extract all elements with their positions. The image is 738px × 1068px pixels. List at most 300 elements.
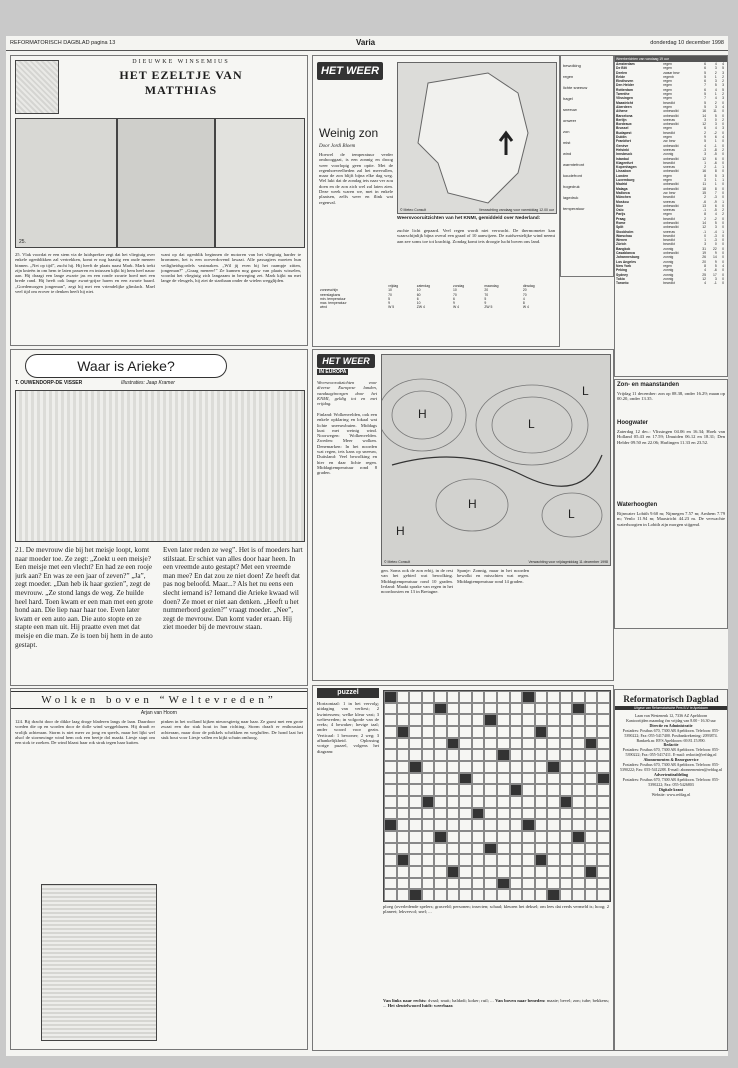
puzzle-cell[interactable] (472, 796, 485, 808)
puzzle-cell[interactable] (597, 761, 610, 773)
puzzle-cell[interactable] (459, 749, 472, 761)
puzzle-cell[interactable] (510, 691, 523, 703)
puzzle-cell[interactable] (384, 691, 397, 703)
puzzle-cell[interactable] (409, 691, 422, 703)
puzzle-cell[interactable] (384, 714, 397, 726)
puzzle-cell[interactable] (497, 808, 510, 820)
puzzle-cell[interactable] (422, 819, 435, 831)
puzzle-cell[interactable] (522, 889, 535, 901)
puzzle-cell[interactable] (384, 854, 397, 866)
puzzle-cell[interactable] (434, 819, 447, 831)
puzzle-cell[interactable] (560, 796, 573, 808)
puzzle-cell[interactable] (447, 703, 460, 715)
puzzle-cell[interactable] (510, 819, 523, 831)
puzzle-cell[interactable] (447, 866, 460, 878)
puzzle-cell[interactable] (472, 843, 485, 855)
puzzle-cell[interactable] (510, 703, 523, 715)
puzzle-cell[interactable] (572, 843, 585, 855)
puzzle-cell[interactable] (510, 889, 523, 901)
puzzle-cell[interactable] (434, 691, 447, 703)
puzzle-cell[interactable] (384, 878, 397, 890)
puzzle-cell[interactable] (572, 808, 585, 820)
puzzle-cell[interactable] (547, 784, 560, 796)
puzzle-cell[interactable] (597, 889, 610, 901)
puzzle-cell[interactable] (572, 819, 585, 831)
puzzle-cell[interactable] (585, 866, 598, 878)
puzzle-cell[interactable] (409, 854, 422, 866)
puzzle-cell[interactable] (422, 784, 435, 796)
puzzle-cell[interactable] (560, 808, 573, 820)
puzzle-cell[interactable] (597, 866, 610, 878)
puzzle-cell[interactable] (535, 796, 548, 808)
puzzle-cell[interactable] (535, 761, 548, 773)
puzzle-cell[interactable] (397, 784, 410, 796)
puzzle-cell[interactable] (472, 773, 485, 785)
puzzle-cell[interactable] (384, 889, 397, 901)
puzzle-cell[interactable] (459, 878, 472, 890)
puzzle-cell[interactable] (384, 784, 397, 796)
puzzle-cell[interactable] (422, 889, 435, 901)
puzzle-cell[interactable] (422, 761, 435, 773)
puzzle-cell[interactable] (572, 854, 585, 866)
puzzle-cell[interactable] (522, 761, 535, 773)
puzzle-cell[interactable] (497, 749, 510, 761)
puzzle-cell[interactable] (560, 878, 573, 890)
puzzle-cell[interactable] (409, 889, 422, 901)
puzzle-cell[interactable] (597, 714, 610, 726)
puzzle-cell[interactable] (585, 796, 598, 808)
puzzle-cell[interactable] (447, 773, 460, 785)
puzzle-cell[interactable] (447, 843, 460, 855)
puzzle-cell[interactable] (535, 819, 548, 831)
puzzle-cell[interactable] (522, 738, 535, 750)
puzzle-grid[interactable] (383, 690, 611, 902)
puzzle-cell[interactable] (397, 819, 410, 831)
puzzle-cell[interactable] (535, 773, 548, 785)
puzzle-cell[interactable] (522, 878, 535, 890)
puzzle-cell[interactable] (409, 796, 422, 808)
puzzle-cell[interactable] (384, 831, 397, 843)
puzzle-cell[interactable] (510, 866, 523, 878)
puzzle-cell[interactable] (510, 796, 523, 808)
puzzle-cell[interactable] (510, 784, 523, 796)
puzzle-cell[interactable] (397, 889, 410, 901)
puzzle-cell[interactable] (434, 796, 447, 808)
puzzle-cell[interactable] (510, 714, 523, 726)
puzzle-cell[interactable] (447, 854, 460, 866)
puzzle-cell[interactable] (472, 889, 485, 901)
puzzle-cell[interactable] (522, 796, 535, 808)
puzzle-cell[interactable] (434, 714, 447, 726)
puzzle-cell[interactable] (547, 761, 560, 773)
puzzle-cell[interactable] (484, 773, 497, 785)
puzzle-cell[interactable] (484, 761, 497, 773)
puzzle-cell[interactable] (597, 691, 610, 703)
puzzle-cell[interactable] (472, 831, 485, 843)
puzzle-cell[interactable] (585, 808, 598, 820)
puzzle-cell[interactable] (572, 691, 585, 703)
puzzle-cell[interactable] (535, 738, 548, 750)
puzzle-cell[interactable] (497, 726, 510, 738)
puzzle-cell[interactable] (522, 714, 535, 726)
puzzle-cell[interactable] (535, 808, 548, 820)
puzzle-cell[interactable] (484, 878, 497, 890)
puzzle-cell[interactable] (447, 691, 460, 703)
puzzle-cell[interactable] (434, 761, 447, 773)
puzzle-cell[interactable] (560, 749, 573, 761)
puzzle-cell[interactable] (597, 749, 610, 761)
puzzle-cell[interactable] (585, 738, 598, 750)
puzzle-cell[interactable] (384, 866, 397, 878)
puzzle-cell[interactable] (459, 843, 472, 855)
puzzle-cell[interactable] (447, 761, 460, 773)
puzzle-cell[interactable] (522, 749, 535, 761)
puzzle-cell[interactable] (547, 866, 560, 878)
puzzle-cell[interactable] (484, 738, 497, 750)
puzzle-cell[interactable] (597, 819, 610, 831)
puzzle-cell[interactable] (397, 878, 410, 890)
puzzle-cell[interactable] (510, 831, 523, 843)
puzzle-cell[interactable] (522, 691, 535, 703)
puzzle-cell[interactable] (447, 889, 460, 901)
puzzle-cell[interactable] (384, 819, 397, 831)
puzzle-cell[interactable] (434, 889, 447, 901)
puzzle-cell[interactable] (497, 773, 510, 785)
puzzle-cell[interactable] (497, 889, 510, 901)
puzzle-cell[interactable] (459, 761, 472, 773)
puzzle-cell[interactable] (434, 866, 447, 878)
puzzle-cell[interactable] (585, 691, 598, 703)
puzzle-cell[interactable] (572, 831, 585, 843)
puzzle-cell[interactable] (422, 703, 435, 715)
puzzle-cell[interactable] (447, 878, 460, 890)
puzzle-cell[interactable] (572, 889, 585, 901)
puzzle-cell[interactable] (497, 831, 510, 843)
puzzle-cell[interactable] (472, 854, 485, 866)
puzzle-cell[interactable] (497, 878, 510, 890)
puzzle-cell[interactable] (459, 889, 472, 901)
puzzle-cell[interactable] (422, 866, 435, 878)
puzzle-cell[interactable] (384, 703, 397, 715)
puzzle-cell[interactable] (510, 808, 523, 820)
puzzle-cell[interactable] (547, 796, 560, 808)
puzzle-cell[interactable] (434, 784, 447, 796)
puzzle-cell[interactable] (535, 714, 548, 726)
puzzle-cell[interactable] (409, 843, 422, 855)
puzzle-cell[interactable] (422, 691, 435, 703)
puzzle-cell[interactable] (585, 726, 598, 738)
puzzle-cell[interactable] (459, 866, 472, 878)
puzzle-cell[interactable] (384, 808, 397, 820)
puzzle-cell[interactable] (484, 714, 497, 726)
puzzle-cell[interactable] (597, 843, 610, 855)
puzzle-cell[interactable] (422, 831, 435, 843)
puzzle-cell[interactable] (547, 714, 560, 726)
puzzle-cell[interactable] (434, 703, 447, 715)
puzzle-cell[interactable] (597, 738, 610, 750)
puzzle-cell[interactable] (560, 703, 573, 715)
puzzle-cell[interactable] (384, 738, 397, 750)
puzzle-cell[interactable] (560, 819, 573, 831)
puzzle-cell[interactable] (497, 796, 510, 808)
puzzle-cell[interactable] (422, 726, 435, 738)
puzzle-cell[interactable] (459, 854, 472, 866)
puzzle-cell[interactable] (447, 738, 460, 750)
puzzle-cell[interactable] (397, 843, 410, 855)
puzzle-cell[interactable] (422, 854, 435, 866)
puzzle-cell[interactable] (497, 761, 510, 773)
puzzle-cell[interactable] (522, 726, 535, 738)
puzzle-cell[interactable] (585, 878, 598, 890)
puzzle-cell[interactable] (497, 691, 510, 703)
puzzle-cell[interactable] (597, 784, 610, 796)
puzzle-cell[interactable] (585, 854, 598, 866)
puzzle-cell[interactable] (560, 889, 573, 901)
puzzle-cell[interactable] (560, 784, 573, 796)
puzzle-cell[interactable] (510, 843, 523, 855)
puzzle-cell[interactable] (585, 703, 598, 715)
puzzle-cell[interactable] (384, 749, 397, 761)
puzzle-cell[interactable] (397, 796, 410, 808)
puzzle-cell[interactable] (409, 703, 422, 715)
puzzle-cell[interactable] (560, 843, 573, 855)
puzzle-cell[interactable] (434, 808, 447, 820)
puzzle-cell[interactable] (572, 796, 585, 808)
puzzle-cell[interactable] (409, 761, 422, 773)
puzzle-cell[interactable] (484, 796, 497, 808)
puzzle-cell[interactable] (522, 854, 535, 866)
puzzle-cell[interactable] (409, 773, 422, 785)
puzzle-cell[interactable] (409, 738, 422, 750)
puzzle-cell[interactable] (522, 819, 535, 831)
puzzle-cell[interactable] (572, 749, 585, 761)
puzzle-cell[interactable] (597, 831, 610, 843)
puzzle-cell[interactable] (447, 808, 460, 820)
puzzle-cell[interactable] (409, 808, 422, 820)
puzzle-cell[interactable] (510, 773, 523, 785)
puzzle-cell[interactable] (484, 843, 497, 855)
puzzle-cell[interactable] (434, 773, 447, 785)
puzzle-cell[interactable] (422, 714, 435, 726)
puzzle-cell[interactable] (484, 889, 497, 901)
puzzle-cell[interactable] (472, 726, 485, 738)
puzzle-cell[interactable] (560, 738, 573, 750)
puzzle-cell[interactable] (472, 808, 485, 820)
puzzle-cell[interactable] (547, 831, 560, 843)
puzzle-cell[interactable] (409, 714, 422, 726)
puzzle-cell[interactable] (397, 773, 410, 785)
puzzle-cell[interactable] (434, 831, 447, 843)
puzzle-cell[interactable] (510, 749, 523, 761)
puzzle-cell[interactable] (510, 726, 523, 738)
puzzle-cell[interactable] (547, 808, 560, 820)
puzzle-cell[interactable] (497, 866, 510, 878)
puzzle-cell[interactable] (459, 703, 472, 715)
puzzle-cell[interactable] (535, 691, 548, 703)
puzzle-cell[interactable] (434, 878, 447, 890)
puzzle-cell[interactable] (597, 726, 610, 738)
puzzle-cell[interactable] (560, 761, 573, 773)
puzzle-cell[interactable] (397, 866, 410, 878)
puzzle-cell[interactable] (472, 749, 485, 761)
puzzle-cell[interactable] (397, 738, 410, 750)
puzzle-cell[interactable] (510, 738, 523, 750)
puzzle-cell[interactable] (560, 854, 573, 866)
puzzle-cell[interactable] (572, 773, 585, 785)
puzzle-cell[interactable] (497, 738, 510, 750)
puzzle-cell[interactable] (547, 749, 560, 761)
puzzle-cell[interactable] (522, 866, 535, 878)
puzzle-cell[interactable] (397, 831, 410, 843)
puzzle-cell[interactable] (434, 726, 447, 738)
puzzle-cell[interactable] (547, 703, 560, 715)
puzzle-cell[interactable] (434, 843, 447, 855)
puzzle-cell[interactable] (484, 703, 497, 715)
puzzle-cell[interactable] (459, 726, 472, 738)
puzzle-cell[interactable] (384, 843, 397, 855)
puzzle-cell[interactable] (535, 831, 548, 843)
puzzle-cell[interactable] (397, 808, 410, 820)
puzzle-cell[interactable] (497, 714, 510, 726)
puzzle-cell[interactable] (547, 738, 560, 750)
puzzle-cell[interactable] (409, 831, 422, 843)
puzzle-cell[interactable] (572, 784, 585, 796)
puzzle-cell[interactable] (422, 796, 435, 808)
puzzle-cell[interactable] (585, 843, 598, 855)
puzzle-cell[interactable] (597, 773, 610, 785)
puzzle-cell[interactable] (447, 819, 460, 831)
puzzle-cell[interactable] (522, 773, 535, 785)
puzzle-cell[interactable] (547, 854, 560, 866)
puzzle-cell[interactable] (585, 773, 598, 785)
puzzle-cell[interactable] (484, 726, 497, 738)
puzzle-cell[interactable] (572, 761, 585, 773)
puzzle-cell[interactable] (547, 889, 560, 901)
puzzle-cell[interactable] (409, 726, 422, 738)
puzzle-cell[interactable] (572, 878, 585, 890)
puzzle-cell[interactable] (597, 878, 610, 890)
puzzle-cell[interactable] (447, 796, 460, 808)
puzzle-cell[interactable] (472, 714, 485, 726)
puzzle-cell[interactable] (459, 738, 472, 750)
puzzle-cell[interactable] (484, 749, 497, 761)
puzzle-cell[interactable] (422, 738, 435, 750)
puzzle-cell[interactable] (497, 854, 510, 866)
puzzle-cell[interactable] (585, 761, 598, 773)
puzzle-cell[interactable] (585, 749, 598, 761)
puzzle-cell[interactable] (459, 773, 472, 785)
puzzle-cell[interactable] (397, 703, 410, 715)
puzzle-cell[interactable] (422, 749, 435, 761)
puzzle-cell[interactable] (484, 784, 497, 796)
puzzle-cell[interactable] (384, 773, 397, 785)
puzzle-cell[interactable] (434, 854, 447, 866)
puzzle-cell[interactable] (560, 831, 573, 843)
puzzle-cell[interactable] (484, 866, 497, 878)
puzzle-cell[interactable] (472, 761, 485, 773)
puzzle-cell[interactable] (535, 726, 548, 738)
puzzle-cell[interactable] (472, 878, 485, 890)
puzzle-cell[interactable] (384, 761, 397, 773)
puzzle-cell[interactable] (409, 749, 422, 761)
puzzle-cell[interactable] (522, 703, 535, 715)
puzzle-cell[interactable] (459, 796, 472, 808)
puzzle-cell[interactable] (397, 691, 410, 703)
puzzle-cell[interactable] (535, 703, 548, 715)
puzzle-cell[interactable] (484, 808, 497, 820)
puzzle-cell[interactable] (459, 784, 472, 796)
puzzle-cell[interactable] (397, 749, 410, 761)
puzzle-cell[interactable] (459, 691, 472, 703)
puzzle-cell[interactable] (472, 784, 485, 796)
puzzle-cell[interactable] (409, 819, 422, 831)
puzzle-cell[interactable] (434, 749, 447, 761)
puzzle-cell[interactable] (522, 831, 535, 843)
puzzle-cell[interactable] (585, 784, 598, 796)
puzzle-cell[interactable] (447, 784, 460, 796)
puzzle-cell[interactable] (547, 843, 560, 855)
puzzle-cell[interactable] (597, 854, 610, 866)
puzzle-cell[interactable] (422, 843, 435, 855)
puzzle-cell[interactable] (585, 714, 598, 726)
puzzle-cell[interactable] (472, 703, 485, 715)
puzzle-cell[interactable] (572, 738, 585, 750)
puzzle-cell[interactable] (497, 819, 510, 831)
puzzle-cell[interactable] (422, 773, 435, 785)
puzzle-cell[interactable] (572, 866, 585, 878)
puzzle-cell[interactable] (459, 808, 472, 820)
puzzle-cell[interactable] (535, 889, 548, 901)
puzzle-cell[interactable] (510, 878, 523, 890)
puzzle-cell[interactable] (522, 843, 535, 855)
puzzle-cell[interactable] (510, 854, 523, 866)
puzzle-cell[interactable] (597, 808, 610, 820)
puzzle-cell[interactable] (535, 854, 548, 866)
puzzle-cell[interactable] (585, 831, 598, 843)
puzzle-cell[interactable] (497, 703, 510, 715)
puzzle-cell[interactable] (547, 878, 560, 890)
puzzle-cell[interactable] (447, 726, 460, 738)
puzzle-cell[interactable] (384, 796, 397, 808)
puzzle-cell[interactable] (547, 691, 560, 703)
puzzle-cell[interactable] (547, 726, 560, 738)
puzzle-cell[interactable] (472, 819, 485, 831)
puzzle-cell[interactable] (459, 819, 472, 831)
puzzle-cell[interactable] (597, 703, 610, 715)
puzzle-cell[interactable] (560, 691, 573, 703)
puzzle-cell[interactable] (422, 808, 435, 820)
puzzle-cell[interactable] (535, 866, 548, 878)
puzzle-cell[interactable] (547, 773, 560, 785)
puzzle-cell[interactable] (397, 761, 410, 773)
puzzle-cell[interactable] (535, 784, 548, 796)
puzzle-cell[interactable] (384, 726, 397, 738)
puzzle-cell[interactable] (522, 784, 535, 796)
puzzle-cell[interactable] (572, 726, 585, 738)
puzzle-cell[interactable] (447, 749, 460, 761)
puzzle-cell[interactable] (585, 819, 598, 831)
puzzle-cell[interactable] (522, 808, 535, 820)
puzzle-cell[interactable] (472, 691, 485, 703)
puzzle-cell[interactable] (397, 726, 410, 738)
puzzle-cell[interactable] (409, 866, 422, 878)
puzzle-cell[interactable] (484, 691, 497, 703)
puzzle-cell[interactable] (472, 866, 485, 878)
puzzle-cell[interactable] (535, 878, 548, 890)
colophon-website[interactable]: Website: www.refdag.nl (651, 791, 691, 797)
puzzle-cell[interactable] (560, 714, 573, 726)
puzzle-cell[interactable] (484, 831, 497, 843)
